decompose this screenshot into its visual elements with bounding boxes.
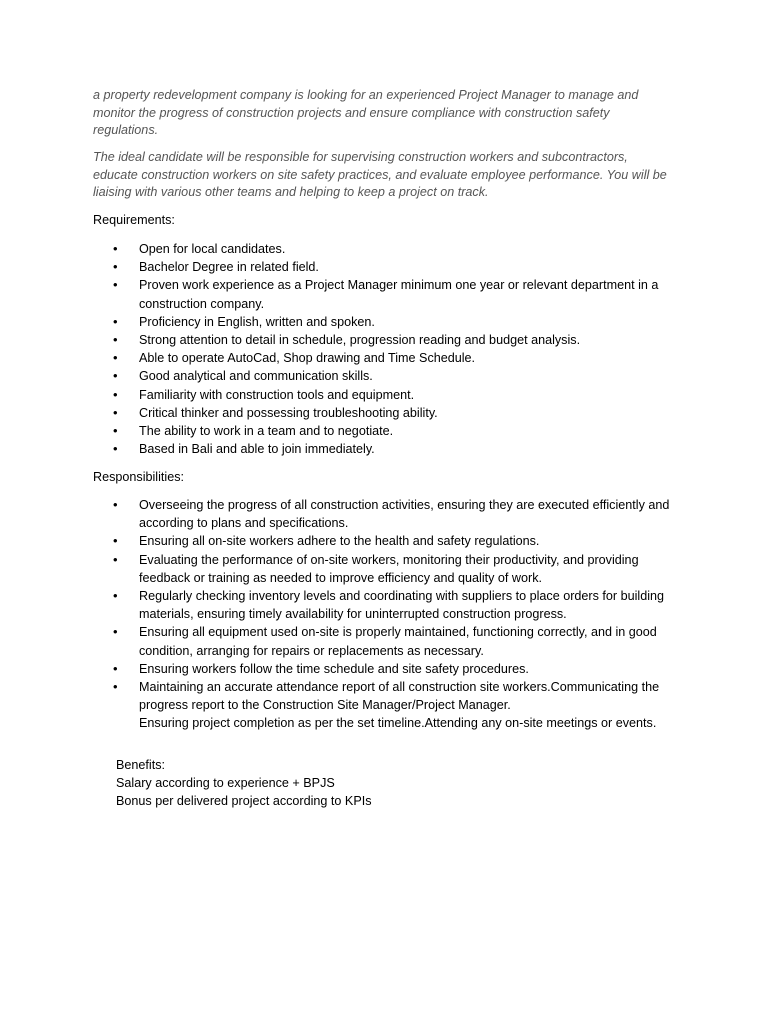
bullet-icon: • [113,660,118,676]
responsibility-text: Regularly checking inventory levels and coordinating with suppliers to place orders for building materials, ensuring timely availability for uninterrupted construction progress. [139,589,665,622]
bullet-icon: • [113,624,118,640]
requirement-item [113,386,678,404]
requirement-text: Based in Bali and able to join immediately. [139,442,375,457]
bullet-icon: • [113,277,118,293]
requirement-item [113,240,678,258]
responsibilities-list [113,496,678,733]
requirement-text: Bachelor Degree in related field. [139,260,319,275]
requirement-item [113,331,678,349]
bullet-icon: • [113,533,118,549]
benefit-bonus: Bonus per delivered project according to KPIs [116,794,372,808]
benefit-salary: Salary according to experience + BPJS [116,776,335,790]
responsibility-text: Ensuring all on-site workers adhere to the health and safety regulations. [139,534,540,549]
responsibility-text: Ensuring workers follow the time schedule and site safety procedures. [139,661,529,676]
requirement-item [113,276,678,312]
requirement-item [113,349,678,367]
responsibility-item [113,660,678,678]
bullet-icon: • [113,241,118,256]
responsibility-text: Evaluating the performance of on-site workers, monitoring their productivity, and providing feedback or training as needed to improve efficiency and quality of work. [139,552,639,585]
requirement-item [113,422,678,440]
bullet-icon: • [113,679,118,695]
requirements-heading: Requirements: [93,213,175,227]
requirement-text: Strong attention to detail in schedule, progression reading and budget analysis. [139,333,581,348]
benefits-heading: Benefits: [116,758,166,772]
bullet-icon: • [113,551,118,567]
requirement-item [113,440,678,458]
responsibility-item [113,623,678,659]
bullet-icon: • [113,423,118,439]
requirement-item [113,258,678,276]
requirement-text: The ability to work in a team and to negotiate. [139,424,394,439]
intro-paragraph-2: The ideal candidate will be responsible for supervising construction workers and subcontractors, educate construction workers on site safety practices, and evaluate employee performance. You will be liaising with various other teams and helping to keep a project on track. [93,150,667,199]
requirement-text: Good analytical and communication skills. [139,369,373,384]
benefits-section [116,756,616,810]
responsibility-item [113,532,678,550]
bullet-icon: • [113,588,118,604]
bullet-icon: • [113,441,118,457]
requirement-item [113,404,678,422]
bullet-icon: • [113,350,118,366]
bullet-icon: • [113,386,118,402]
requirement-item [113,313,678,331]
bullet-icon: • [113,259,118,275]
requirement-item [113,367,678,385]
bullet-icon: • [113,313,118,329]
responsibility-item [113,551,678,587]
responsibility-text: Maintaining an accurate attendance report of all construction site workers.Communicating the progress report to the Construction Site Manager/Project Manager. Ensuring project completion as per the set timeline.Attending any on-site meetings or events. [139,680,660,731]
responsibility-text: Overseeing the progress of all construction activities, ensuring they are executed efficiently and according to plans and specifications. [139,498,670,531]
responsibility-text: Ensuring all equipment used on-site is properly maintained, functioning correctly, and in good condition, arranging for repairs or replacements as necessary. [139,625,657,658]
responsibility-item [113,587,678,623]
bullet-icon: • [113,368,118,384]
responsibilities-heading: Responsibilities: [93,470,184,484]
bullet-icon: • [113,332,118,348]
requirement-text: Able to operate AutoCad, Shop drawing and Time Schedule. [139,351,476,366]
bullet-icon: • [113,497,118,512]
requirement-text: Open for local candidates. [139,242,286,256]
requirement-text: Familiarity with construction tools and equipment. [139,387,415,402]
intro-paragraph-1: a property redevelopment company is looking for an experienced Project Manager to manage and monitor the progress of construction projects and ensure compliance with construction safety regulations. [93,88,639,137]
requirements-list [113,240,678,458]
requirement-text: Proven work experience as a Project Manager minimum one year or relevant department in a construction company. [139,278,659,311]
bullet-icon: • [113,404,118,420]
requirement-text: Critical thinker and possessing troubleshooting ability. [139,405,438,420]
requirement-text: Proficiency in English, written and spoken. [139,314,375,329]
responsibility-item [113,678,678,733]
responsibility-item [113,496,678,532]
